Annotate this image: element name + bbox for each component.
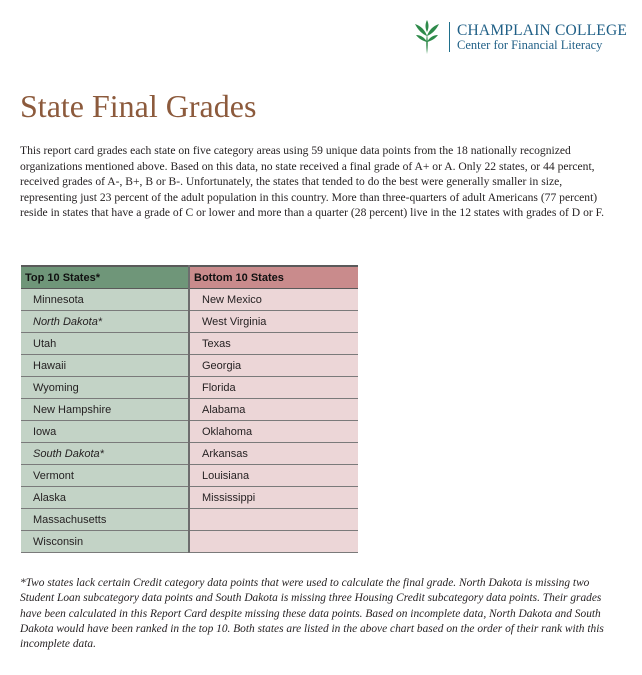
grades-table	[21, 265, 358, 553]
bottom-state-cell: New Mexico	[189, 289, 358, 311]
bottom-state-cell: Mississippi	[189, 487, 358, 509]
table-header-row	[21, 266, 358, 289]
table-row	[21, 333, 358, 355]
bottom-state-cell: Florida	[189, 377, 358, 399]
top-state-cell: North Dakota*	[21, 311, 189, 333]
org-name: CHAMPLAIN COLLEGE	[457, 21, 628, 39]
top-state-cell: Minnesota	[21, 289, 189, 311]
top-states-header: Top 10 States*	[21, 266, 189, 289]
top-state-cell: Utah	[21, 333, 189, 355]
leaf-sprout-icon	[412, 20, 442, 54]
bottom-state-cell	[189, 531, 358, 553]
table-row	[21, 311, 358, 333]
grades-table-body	[21, 289, 358, 553]
bottom-state-cell: Oklahoma	[189, 421, 358, 443]
footnote: *Two states lack certain Credit category data points that were used to calculate the final grade. North Dakota is missing two Student Loan subcategory data points and South Dakota is missing three Housing Credit subcategory data points. Their grades have been calculated in this Report Card despite missing these data points. Based on incomplete data, North Dakota and South Dakota would have been ranked in the top 10. Both states are listed in the above chart based on the order of their rank with this incomplete data.	[20, 577, 604, 651]
bottom-state-cell: Texas	[189, 333, 358, 355]
table-row	[21, 531, 358, 553]
table-row	[21, 487, 358, 509]
logo-divider	[449, 22, 450, 52]
org-subtitle: Center for Financial Literacy	[457, 37, 603, 52]
table-row	[21, 465, 358, 487]
top-state-cell: Massachusetts	[21, 509, 189, 531]
table-row	[21, 355, 358, 377]
bottom-state-cell: West Virginia	[189, 311, 358, 333]
bottom-state-cell: Alabama	[189, 399, 358, 421]
top-state-cell: South Dakota*	[21, 443, 189, 465]
top-state-cell: Wisconsin	[21, 531, 189, 553]
page-title: State Final Grades	[20, 88, 257, 124]
intro-paragraph: This report card grades each state on five category areas using 59 unique data points from the 18 nationally recognized organizations mentioned above. Based on this data, no state received a final grade of A+ or A. Only 22 states, or 44 percent, received grades of A-, B+, B or B-. Unfortunately, the states that tended to do the best were generally smaller in size, representing just 23 percent of the adult population in this country. More than three-quarters of adult Americans (77 percent) reside in states that have a grade of C or lower and more than a quarter (28 percent) live in the 12 states with grades of D or F.	[20, 144, 605, 220]
table-row	[21, 443, 358, 465]
bottom-states-header: Bottom 10 States	[189, 266, 358, 289]
table-row	[21, 421, 358, 443]
top-state-cell: Alaska	[21, 487, 189, 509]
bottom-state-cell: Louisiana	[189, 465, 358, 487]
bottom-state-cell: Arkansas	[189, 443, 358, 465]
top-state-cell: Hawaii	[21, 355, 189, 377]
table-row	[21, 289, 358, 311]
table-row	[21, 399, 358, 421]
bottom-state-cell	[189, 509, 358, 531]
top-state-cell: New Hampshire	[21, 399, 189, 421]
top-state-cell: Vermont	[21, 465, 189, 487]
logo-text	[457, 22, 627, 53]
top-state-cell: Iowa	[21, 421, 189, 443]
table-row	[21, 509, 358, 531]
top-state-cell: Wyoming	[21, 377, 189, 399]
bottom-state-cell: Georgia	[189, 355, 358, 377]
table-row	[21, 377, 358, 399]
champlain-logo	[412, 20, 627, 54]
